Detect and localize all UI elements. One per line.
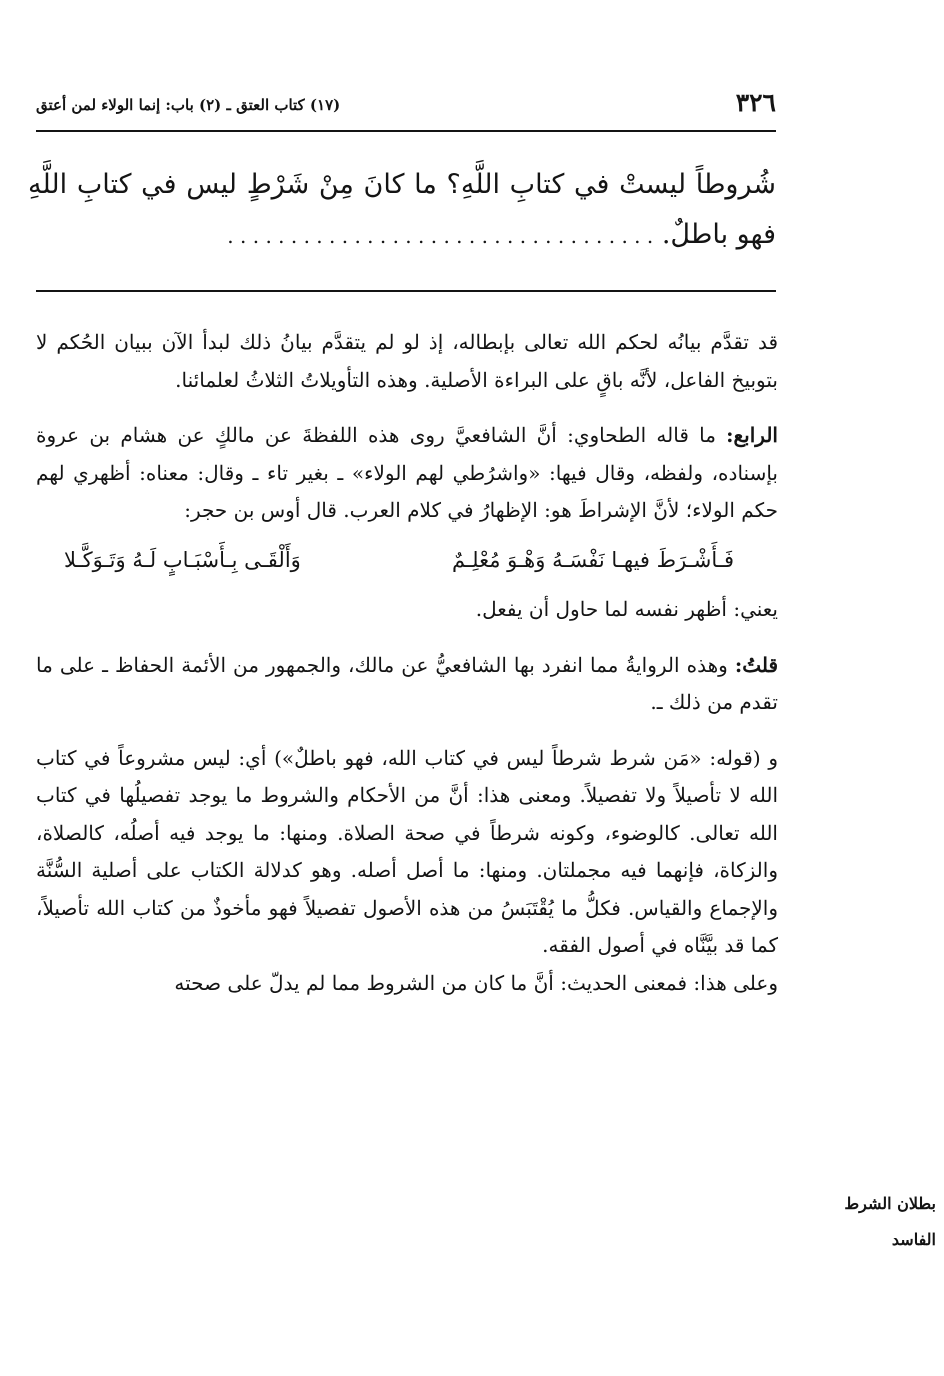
hadith-dots: . . . . . . . . . . . . . . . . . . . . . . . . . . . . . . . . . . — [227, 224, 654, 248]
header-rule — [36, 130, 776, 132]
paragraph-4: و (قوله: «مَن شرط شرطاً ليس في كتاب الله، فهو باطلٌ») أي: ليس مشروعاً في كتاب الله لا تأصيلاً ولا تفصيلاً. ومعنى هذا: أنَّ من الأحكام والشروط ما يوجد تفصيلُها في كتاب الله تعالى. كالوضوء، وكونه شرطاً في صحة الصلاة. ومنها: ما يوجد فيه أصلُه، كالصلاة، والزكاة، فإنهما فيه مجملتان. ومنها: ما أصل أصله. وهو كدلالة الكتاب على أصلية السُّنَّة والإجماع والقياس. فكلُّ ما يُقْتَبَسُ من هذه الأصول تفصيلاً فهو مأخوذٌ من كتاب الله تأصيلاً، كما قد بيَّنَّاه في أصول الفقه. — [36, 745, 778, 957]
commentary-body — [36, 324, 778, 1020]
poetry-verse — [64, 542, 734, 580]
paragraph-3-text: وهذه الروايةُ مما انفرد بها الشافعيُّ عن مالك، والجمهور من الأئمة الحفاظ ـ على ما تقدم من ذلك ـ. — [36, 652, 778, 714]
paragraph-2-text: ما قاله الطحاوي: أنَّ الشافعيَّ روى هذه اللفظةَ عن مالكٍ عن هشام بن عروة بإسناده، ولفظه، وقال فيها: «واشرُطي لهم الولاء» ـ بغير تاء ـ وقال: معناه: أظهري لهم حكم الولاء؛ لأنَّ الإشراطَ هو: الإظهارُ في كلام العرب. قال أوس بن حجر: — [36, 423, 778, 522]
verse-first-hemistich: فَـأَشْـرَطَ فيهـا نَفْسَـهُ وَهْـوَ مُعْلِـمٌ — [452, 547, 734, 572]
paragraph-3 — [36, 647, 778, 722]
hadith-text: شُروطاً ليستْ في كتابِ اللَّهِ؟ ما كانَ مِنْ شَرْطٍ ليس في كتابِ اللَّهِ فهو باطلٌ. — [28, 169, 776, 250]
paragraph-5: وعلى هذا: فمعنى الحديث: أنَّ ما كان من الشروط مما لم يدلّ على صحته — [174, 970, 778, 995]
margin-note: بطلان الشرط الفاسد — [844, 1194, 936, 1249]
paragraph-2-lead: الرابع: — [726, 423, 778, 447]
paragraph-2-after: يعني: أظهر نفسه لما حاول أن يفعل. — [475, 597, 778, 621]
paragraph-2 — [36, 417, 778, 530]
verse-second-hemistich: وَأَلْقَـى بِـأَسْبَـابٍ لَـهُ وَتَـوَكَّـلا — [64, 547, 301, 572]
paragraph-3-lead: قلتُ: — [734, 652, 779, 677]
page-header — [36, 88, 776, 128]
page-number: ٣٢٦ — [735, 88, 776, 117]
paragraph-1: قد تقدَّم بيانُه لحكم الله تعالى بإبطاله، إذ لو لم يتقدَّم بيانُ ذلك لبدأ الآن ببيان الحُكم لا بتوبيخ الفاعل، لأنَّه باقٍ على البراءة الأصلية. وهذه التأويلاتُ الثلاثُ لعلمائنا. — [36, 330, 778, 392]
section-rule — [36, 290, 776, 292]
hadith-text-block — [28, 160, 776, 261]
running-title: (١٧) كتاب العتق ـ (٢) باب: إنما الولاء لمن أعتق — [36, 96, 341, 114]
